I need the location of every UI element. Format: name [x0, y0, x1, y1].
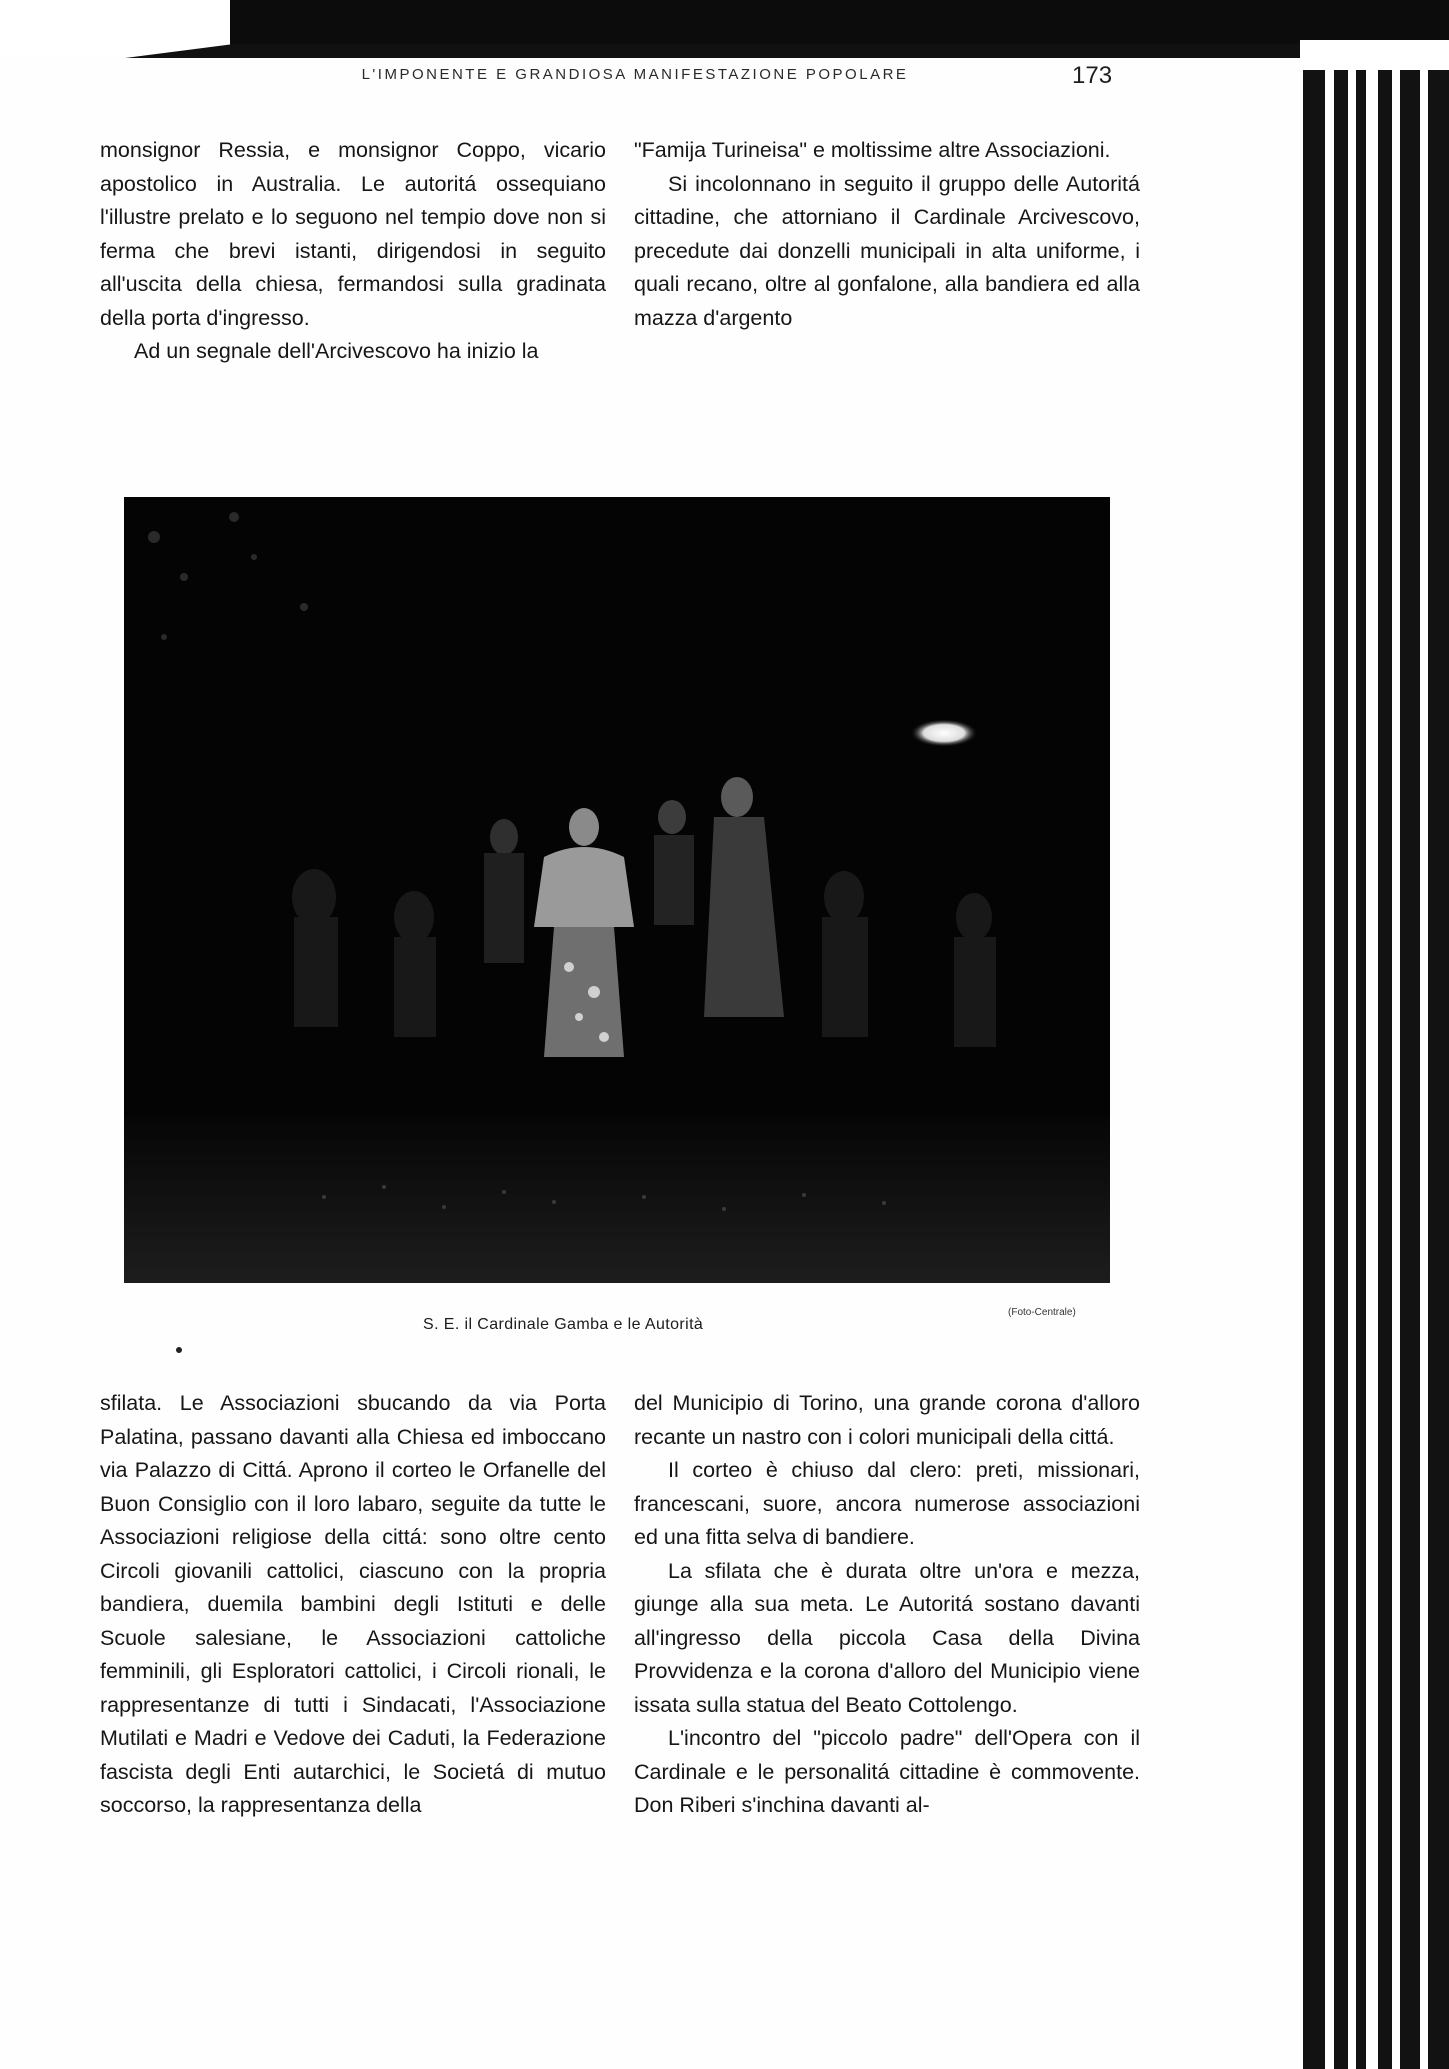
- paragraph: del Municipio di Torino, una grande corona d'alloro recante un nastro con i colori municipali della cittá.: [634, 1391, 1140, 1449]
- text-column-top-left: [100, 134, 606, 369]
- paragraph: "Famija Turineisa" e moltissime altre Associazioni.: [634, 138, 1111, 162]
- running-title: L'IMPONENTE E GRANDIOSA MANIFESTAZIONE POPOLARE: [361, 66, 909, 83]
- ink-dot: [176, 1347, 182, 1353]
- paragraph: Si incolonnano in seguito il gruppo delle Autoritá cittadine, che attorniano il Cardinale Arcivescovo, precedute dai donzelli municipali in alta uniforme, i quali recano, oltre al gonfalone, alla bandiera ed alla mazza d'argento: [634, 171, 1140, 330]
- page-edge-stripe: [1400, 70, 1420, 2069]
- page-edge-stripe: [1378, 70, 1392, 2069]
- text-column-bottom-left: [100, 1387, 606, 1823]
- text-column-top-right: [634, 134, 1140, 335]
- paragraph: Ad un segnale dell'Arcivescovo ha inizio la: [134, 339, 539, 363]
- figure-caption: S. E. il Cardinale Gamba e le Autorità: [423, 1316, 704, 1333]
- page-edge-stripe: [1428, 70, 1449, 2069]
- photo-credit: (Foto-Centrale): [1008, 1307, 1076, 1318]
- page-edge-stripe: [1303, 70, 1325, 2069]
- page-edge-stripe: [1334, 70, 1348, 2069]
- paragraph: L'incontro del "piccolo padre" dell'Opera con il Cardinale e le personalitá cittadine è commovente. Don Riberi s'inchina davanti al-: [634, 1726, 1140, 1817]
- paragraph: Il corteo è chiuso dal clero: preti, missionari, francescani, suore, ancora numerose associazioni ed una fitta selva di bandiere.: [634, 1458, 1140, 1549]
- paragraph: sfilata. Le Associazioni sbucando da via Porta Palatina, passano davanti alla Chiesa ed imboccano via Palazzo di Cittá. Aprono il corteo le Orfanelle del Buon Consiglio con il loro labaro, seguite da tutte le Associazioni religiose della cittá: sono oltre cento Circoli giovanili cattolici, ciascuno con la propria bandiera, duemila bambini degli Istituti e delle Scuole salesiane, le Associazioni cattoliche femminili, gli Esploratori cattolici, i Circoli rionali, le rappresentanze di tutti i Sindacati, l'Associazione Mutilati e Madri e Vedove dei Caduti, la Federazione fascista degli Enti autarchici, le Societá di mutuo soccorso, la rappresentanza della: [100, 1391, 606, 1817]
- text-column-bottom-right: [634, 1387, 1140, 1823]
- historical-photograph: [124, 497, 1110, 1283]
- page-edge-stripe: [1356, 70, 1366, 2069]
- paragraph: monsignor Ressia, e monsignor Coppo, vicario apostolico in Australia. Le autoritá ossequiano l'illustre prelato e lo seguono nel tempio dove non si ferma che brevi istanti, dirigendosi in seguito all'uscita della chiesa, fermandosi sulla gradinata della porta d'ingresso.: [100, 138, 606, 330]
- page-number: 173: [1072, 62, 1113, 89]
- paragraph: La sfilata che è durata oltre un'ora e mezza, giunge alla sua meta. Le Autoritá sostano davanti all'ingresso della piccola Casa della Divina Provvidenza e la corona d'alloro del Municipio viene issata sulla statua del Beato Cottolengo.: [634, 1558, 1140, 1717]
